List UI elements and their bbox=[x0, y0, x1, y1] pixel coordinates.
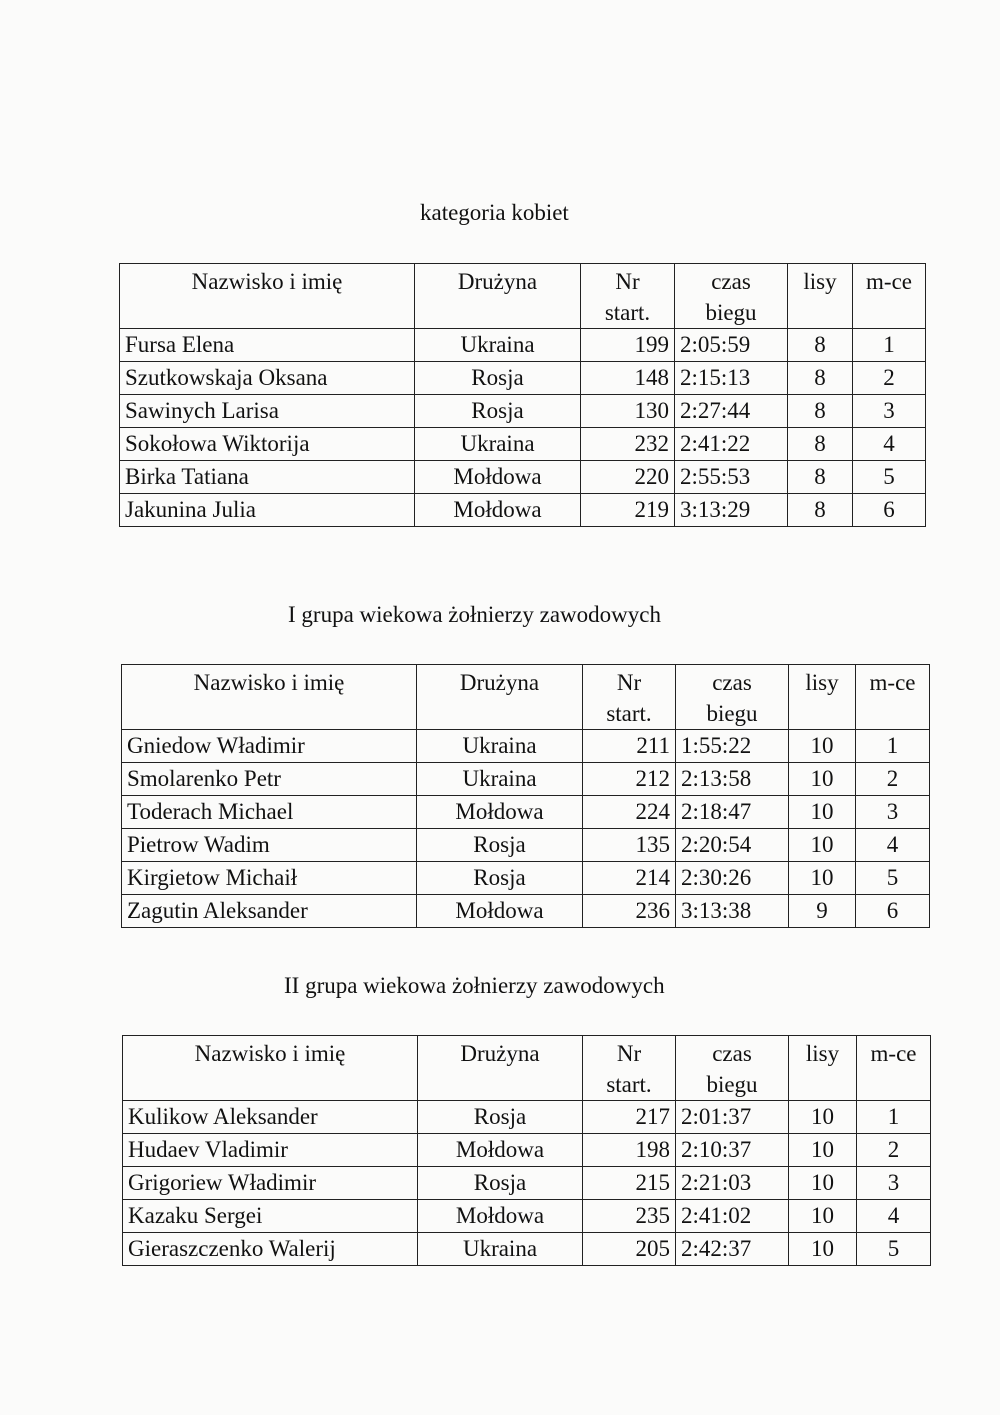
header-time: czas biegu bbox=[675, 264, 788, 329]
cell-nr: 198 bbox=[583, 1134, 676, 1167]
cell-time: 2:55:53 bbox=[675, 461, 788, 494]
section-title-group-1: I grupa wiekowa żołnierzy zawodowych bbox=[288, 602, 661, 627]
cell-team: Rosja bbox=[415, 362, 581, 395]
cell-place: 6 bbox=[853, 494, 926, 527]
cell-place: 1 bbox=[853, 329, 926, 362]
table-row bbox=[122, 862, 930, 895]
header-place: m-ce bbox=[856, 665, 930, 730]
cell-place: 1 bbox=[857, 1101, 931, 1134]
section-title-women: kategoria kobiet bbox=[420, 200, 569, 225]
table-row bbox=[122, 730, 930, 763]
cell-lisy: 9 bbox=[789, 895, 856, 928]
cell-lisy: 8 bbox=[788, 362, 853, 395]
cell-team: Ukraina bbox=[417, 763, 583, 796]
cell-team: Ukraina bbox=[415, 329, 581, 362]
cell-lisy: 8 bbox=[788, 395, 853, 428]
cell-nr: 130 bbox=[581, 395, 675, 428]
cell-time: 2:15:13 bbox=[675, 362, 788, 395]
cell-nr: 235 bbox=[583, 1200, 676, 1233]
table-row bbox=[123, 1134, 931, 1167]
cell-team: Rosja bbox=[418, 1167, 583, 1200]
cell-team: Ukraina bbox=[417, 730, 583, 763]
cell-lisy: 10 bbox=[789, 796, 856, 829]
cell-name: Birka Tatiana bbox=[120, 461, 415, 494]
cell-nr: 236 bbox=[583, 895, 676, 928]
cell-team: Rosja bbox=[418, 1101, 583, 1134]
cell-time: 2:30:26 bbox=[676, 862, 789, 895]
cell-time: 2:27:44 bbox=[675, 395, 788, 428]
cell-time: 3:13:29 bbox=[675, 494, 788, 527]
cell-name: Hudaev Vladimir bbox=[123, 1134, 418, 1167]
cell-name: Kirgietow Michaił bbox=[122, 862, 417, 895]
cell-name: Kazaku Sergei bbox=[123, 1200, 418, 1233]
cell-lisy: 8 bbox=[788, 329, 853, 362]
cell-place: 4 bbox=[853, 428, 926, 461]
results-table-group-2 bbox=[122, 1035, 931, 1266]
cell-time: 2:41:22 bbox=[675, 428, 788, 461]
header-name: Nazwisko i imię bbox=[123, 1036, 418, 1101]
cell-nr: 219 bbox=[581, 494, 675, 527]
cell-time: 1:55:22 bbox=[676, 730, 789, 763]
table-header-row bbox=[120, 264, 926, 329]
table-row bbox=[123, 1101, 931, 1134]
cell-place: 3 bbox=[856, 796, 930, 829]
cell-name: Gniedow Władimir bbox=[122, 730, 417, 763]
table-row bbox=[120, 428, 926, 461]
cell-team: Mołdowa bbox=[418, 1134, 583, 1167]
header-team: Drużyna bbox=[417, 665, 583, 730]
cell-place: 4 bbox=[857, 1200, 931, 1233]
cell-place: 6 bbox=[856, 895, 930, 928]
cell-lisy: 8 bbox=[788, 494, 853, 527]
table-header-row bbox=[122, 665, 930, 730]
cell-time: 3:13:38 bbox=[676, 895, 789, 928]
cell-name: Pietrow Wadim bbox=[122, 829, 417, 862]
header-name: Nazwisko i imię bbox=[122, 665, 417, 730]
results-table-women bbox=[119, 263, 926, 527]
table-row bbox=[120, 461, 926, 494]
table-row bbox=[122, 895, 930, 928]
table-row bbox=[123, 1200, 931, 1233]
header-lisy: lisy bbox=[788, 264, 853, 329]
cell-nr: 232 bbox=[581, 428, 675, 461]
cell-name: Smolarenko Petr bbox=[122, 763, 417, 796]
table-row bbox=[123, 1233, 931, 1266]
cell-lisy: 10 bbox=[789, 1134, 857, 1167]
header-nr: Nr start. bbox=[581, 264, 675, 329]
cell-place: 3 bbox=[853, 395, 926, 428]
cell-nr: 135 bbox=[583, 829, 676, 862]
cell-name: Gieraszczenko Walerij bbox=[123, 1233, 418, 1266]
cell-time: 2:41:02 bbox=[676, 1200, 789, 1233]
section-title-group-2: II grupa wiekowa żołnierzy zawodowych bbox=[284, 973, 665, 998]
cell-lisy: 10 bbox=[789, 1233, 857, 1266]
cell-name: Fursa Elena bbox=[120, 329, 415, 362]
cell-place: 2 bbox=[857, 1134, 931, 1167]
cell-lisy: 10 bbox=[789, 862, 856, 895]
cell-team: Rosja bbox=[417, 829, 583, 862]
cell-time: 2:18:47 bbox=[676, 796, 789, 829]
table-row bbox=[123, 1167, 931, 1200]
cell-place: 5 bbox=[857, 1233, 931, 1266]
cell-time: 2:05:59 bbox=[675, 329, 788, 362]
results-table-group-1 bbox=[121, 664, 930, 928]
table-row bbox=[122, 796, 930, 829]
cell-team: Ukraina bbox=[415, 428, 581, 461]
cell-place: 3 bbox=[857, 1167, 931, 1200]
table-row bbox=[122, 829, 930, 862]
cell-nr: 212 bbox=[583, 763, 676, 796]
cell-lisy: 10 bbox=[789, 1200, 857, 1233]
table-row bbox=[122, 763, 930, 796]
cell-name: Grigoriew Władimir bbox=[123, 1167, 418, 1200]
cell-lisy: 10 bbox=[789, 829, 856, 862]
header-lisy: lisy bbox=[789, 665, 856, 730]
table-row bbox=[120, 329, 926, 362]
cell-lisy: 8 bbox=[788, 461, 853, 494]
cell-nr: 199 bbox=[581, 329, 675, 362]
cell-time: 2:42:37 bbox=[676, 1233, 789, 1266]
cell-nr: 215 bbox=[583, 1167, 676, 1200]
cell-name: Zagutin Aleksander bbox=[122, 895, 417, 928]
cell-team: Mołdowa bbox=[417, 895, 583, 928]
cell-time: 2:21:03 bbox=[676, 1167, 789, 1200]
cell-time: 2:20:54 bbox=[676, 829, 789, 862]
cell-time: 2:13:58 bbox=[676, 763, 789, 796]
cell-lisy: 10 bbox=[789, 730, 856, 763]
cell-place: 4 bbox=[856, 829, 930, 862]
cell-name: Kulikow Aleksander bbox=[123, 1101, 418, 1134]
header-nr: Nr start. bbox=[583, 665, 676, 730]
cell-name: Toderach Michael bbox=[122, 796, 417, 829]
cell-nr: 211 bbox=[583, 730, 676, 763]
cell-team: Mołdowa bbox=[415, 494, 581, 527]
cell-place: 5 bbox=[856, 862, 930, 895]
header-lisy: lisy bbox=[789, 1036, 857, 1101]
table-header-row bbox=[123, 1036, 931, 1101]
header-team: Drużyna bbox=[415, 264, 581, 329]
cell-nr: 148 bbox=[581, 362, 675, 395]
cell-place: 1 bbox=[856, 730, 930, 763]
cell-place: 5 bbox=[853, 461, 926, 494]
cell-team: Mołdowa bbox=[417, 796, 583, 829]
cell-nr: 214 bbox=[583, 862, 676, 895]
cell-time: 2:10:37 bbox=[676, 1134, 789, 1167]
cell-team: Mołdowa bbox=[418, 1200, 583, 1233]
header-place: m-ce bbox=[853, 264, 926, 329]
header-place: m-ce bbox=[857, 1036, 931, 1101]
cell-team: Mołdowa bbox=[415, 461, 581, 494]
cell-team: Rosja bbox=[417, 862, 583, 895]
table-row bbox=[120, 494, 926, 527]
cell-time: 2:01:37 bbox=[676, 1101, 789, 1134]
table-row bbox=[120, 395, 926, 428]
header-nr: Nr start. bbox=[583, 1036, 676, 1101]
cell-lisy: 10 bbox=[789, 1167, 857, 1200]
cell-lisy: 10 bbox=[789, 1101, 857, 1134]
cell-name: Jakunina Julia bbox=[120, 494, 415, 527]
cell-nr: 224 bbox=[583, 796, 676, 829]
cell-name: Sokołowa Wiktorija bbox=[120, 428, 415, 461]
header-time: czas biegu bbox=[676, 1036, 789, 1101]
cell-lisy: 10 bbox=[789, 763, 856, 796]
cell-nr: 205 bbox=[583, 1233, 676, 1266]
cell-place: 2 bbox=[856, 763, 930, 796]
header-name: Nazwisko i imię bbox=[120, 264, 415, 329]
header-time: czas biegu bbox=[676, 665, 789, 730]
cell-lisy: 8 bbox=[788, 428, 853, 461]
cell-team: Rosja bbox=[415, 395, 581, 428]
cell-name: Sawinych Larisa bbox=[120, 395, 415, 428]
header-team: Drużyna bbox=[418, 1036, 583, 1101]
table-row bbox=[120, 362, 926, 395]
cell-team: Ukraina bbox=[418, 1233, 583, 1266]
cell-nr: 217 bbox=[583, 1101, 676, 1134]
cell-name: Szutkowskaja Oksana bbox=[120, 362, 415, 395]
cell-nr: 220 bbox=[581, 461, 675, 494]
cell-place: 2 bbox=[853, 362, 926, 395]
